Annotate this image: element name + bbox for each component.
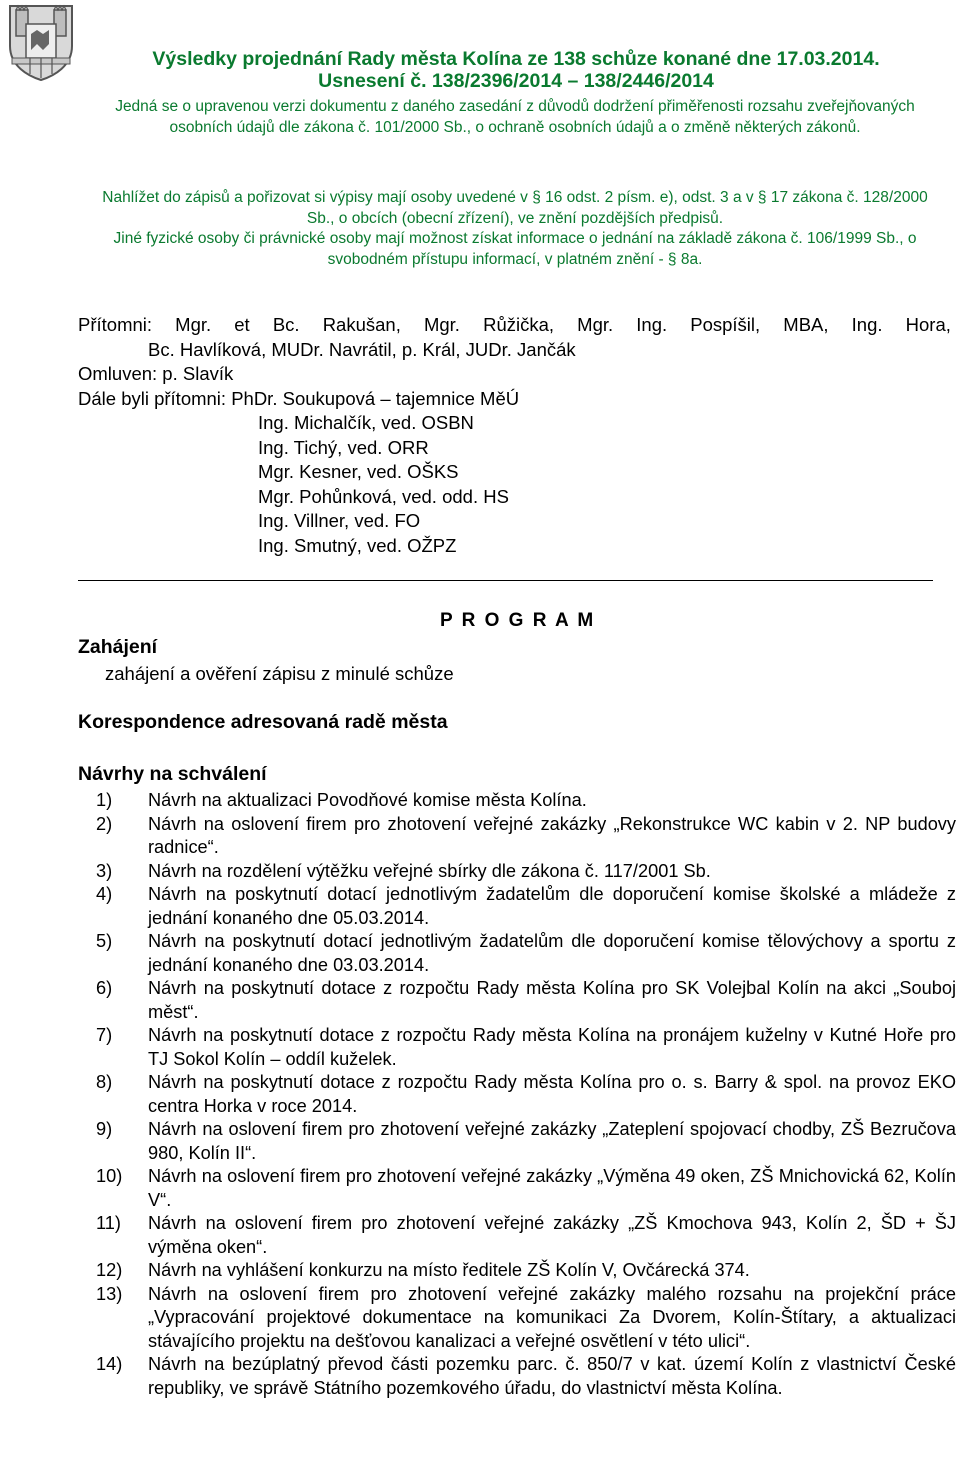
program-heading: P R O G R A M <box>440 610 596 631</box>
document-title <box>80 48 952 92</box>
privacy-note: Jedná se o upravenou verzi dokumentu z daného zasedání z důvodů dodržení přiměřenosti rozsahu zveřejňovaných osobních údajů dle zákona č. 101/2000 Sb., o ochraně osobních údajů a o změně některých zákonů. <box>115 98 915 136</box>
list-item <box>78 860 956 884</box>
list-item <box>78 883 956 930</box>
list-item <box>78 813 956 860</box>
city-crest-logo <box>4 2 78 82</box>
correspondence-title: Korespondence adresovaná radě města <box>78 711 448 733</box>
title-line-1: Výsledky projednání Rady města Kolína ze 138 schůze konané dne 17.03.2014. <box>152 48 880 70</box>
item-number: 11) <box>96 1213 121 1233</box>
separator-line <box>78 580 933 581</box>
item-number: 8) <box>96 1072 113 1092</box>
staff-line: Ing. Smutný, ved. OŽPZ <box>258 534 457 556</box>
present-word: Mgr. <box>175 314 212 335</box>
item-number: 13) <box>96 1283 123 1304</box>
present-line-2: Bc. Havlíková, MUDr. Navrátil, p. Král, JUDr. Jančák <box>148 338 576 360</box>
list-item <box>78 1118 956 1165</box>
present-line-1 <box>78 313 951 338</box>
list-item <box>78 1283 956 1354</box>
item-text: Návrh na oslovení firem pro zhotovení veřejné zakázky „Zateplení spojovací chodby, ZŠ Bezručova 980, Kolín II“. <box>148 1119 956 1163</box>
proposals-title: Návrhy na schválení <box>78 763 267 785</box>
present-word: Pospíšil, <box>690 314 761 335</box>
attendance-block <box>78 313 958 558</box>
staff-line: Ing. Villner, ved. FO <box>258 510 421 531</box>
item-text: Návrh na vyhlášení konkurzu na místo ředitele ZŠ Kolín V, Ovčárecká 374. <box>148 1260 750 1280</box>
item-number: 3) <box>96 860 113 881</box>
staff-line: Ing. Michalčík, ved. OSBN <box>258 412 474 433</box>
item-text: Návrh na poskytnutí dotací jednotlivým žadatelům dle doporučení komise tělovýchovy a sportu z jednání konaného dne 03.03.2014. <box>148 931 956 975</box>
list-item <box>78 1353 956 1400</box>
item-number: 12) <box>96 1260 123 1280</box>
access-note <box>90 188 940 270</box>
present-word: Přítomni: <box>78 314 153 335</box>
item-text: Návrh na oslovení firem pro zhotovení veřejné zakázky „Výměna 49 oken, ZŠ Mnichovická 62, Kolín V“. <box>148 1166 956 1210</box>
item-text: Návrh na poskytnutí dotace z rozpočtu Rady města Kolína na pronájem kuželny v Kutné Hoře pro TJ Sokol Kolín – oddíl kuželek. <box>148 1025 956 1069</box>
item-text: Návrh na poskytnutí dotací jednotlivým žadatelům dle doporučení komise školské a mládeže z jednání konaného dne 05.03.2014. <box>148 884 956 928</box>
present-word: Mgr. <box>577 314 614 335</box>
item-text: Návrh na aktualizaci Povodňové komise města Kolína. <box>148 790 587 810</box>
opening-title: Zahájení <box>78 636 158 658</box>
staff-line: Mgr. Pohůnková, ved. odd. HS <box>258 485 509 507</box>
access-note-information: Jiné fyzické osoby či právnické osoby mají možnost získat informace o jednání na základě zákona č. 106/1999 Sb., o svobodném přístupu informací, v platném znění - § 8a. <box>113 230 917 268</box>
item-number: 14) <box>96 1354 123 1374</box>
list-item <box>78 1024 956 1071</box>
item-text: Návrh na bezúplatný převod části pozemku parc. č. 850/7 v kat. území Kolín z vlastnictví České republiky, ve správě Státního pozemkového úřadu, do vlastnictví města Kolína. <box>148 1354 956 1398</box>
staff-line: Ing. Tichý, ved. ORR <box>258 436 429 458</box>
present-word: Růžička, <box>483 314 555 335</box>
access-note-records: Nahlížet do zápisů a pořizovat si výpisy mají osoby uvedené v § 16 odst. 2 písm. e), odst. 3 a v § 17 zákona č. 128/2000 Sb., o obcích (obecní zřízení), ve znění pozdějších předpisů. <box>102 189 928 227</box>
present-word: Bc. <box>272 314 300 335</box>
present-word: Hora, <box>905 314 951 335</box>
item-number: 2) <box>96 813 113 834</box>
staff-line: Mgr. Kesner, ved. OŠKS <box>258 461 459 482</box>
excused-line: Omluven: p. Slavík <box>78 363 234 384</box>
opening-text: zahájení a ověření zápisu z minulé schůze <box>105 663 454 684</box>
item-number: 6) <box>96 978 113 998</box>
present-word: et <box>234 314 250 335</box>
item-text: Návrh na poskytnutí dotace z rozpočtu Rady města Kolína pro SK Volejbal Kolín na akci „Souboj měst“. <box>148 978 956 1022</box>
item-number: 4) <box>96 884 113 904</box>
proposals-list <box>78 789 956 1400</box>
present-word: Mgr. <box>423 314 460 335</box>
title-line-2: Usnesení č. 138/2396/2014 – 138/2446/2014 <box>318 70 714 92</box>
list-item <box>78 1165 956 1212</box>
list-item <box>78 1071 956 1118</box>
present-word: Ing. <box>636 314 668 335</box>
item-number: 5) <box>96 931 113 951</box>
item-text: Návrh na poskytnutí dotace z rozpočtu Rady města Kolína pro o. s. Barry & spol. na provoz EKO centra Horka v roce 2014. <box>148 1072 956 1116</box>
present-word: Ing. <box>851 314 883 335</box>
item-text: Návrh na oslovení firem pro zhotovení veřejné zakázky „ZŠ Kmochova 943, Kolín 2, ŠD + ŠJ výměna oken“. <box>148 1213 956 1257</box>
list-item <box>78 789 956 813</box>
item-number: 7) <box>96 1025 113 1045</box>
list-item <box>78 1212 956 1259</box>
item-text: Návrh na oslovení firem pro zhotovení veřejné zakázky „Rekonstrukce WC kabin v 2. NP budovy radnice“. <box>148 813 956 857</box>
item-number: 10) <box>96 1166 123 1186</box>
list-item <box>78 930 956 977</box>
item-number: 9) <box>96 1119 113 1139</box>
present-word: Rakušan, <box>322 314 401 335</box>
list-item <box>78 1259 956 1283</box>
item-text: Návrh na oslovení firem pro zhotovení veřejné zakázky malého rozsahu na projekční práce „Vypracování projektové dokumentace na komunikaci Za Dvorem, Kolín-Štítary, a aktualizaci stávajícího projektu na dešťovou kanalizaci a veřejné osvětlení v této ulici“. <box>148 1283 956 1351</box>
present-word: MBA, <box>783 314 829 335</box>
list-item <box>78 977 956 1024</box>
item-text: Návrh na rozdělení výtěžku veřejné sbírky dle zákona č. 117/2001 Sb. <box>148 860 711 881</box>
also-present-line: Dále byli přítomni: PhDr. Soukupová – tajemnice MěÚ <box>78 387 520 409</box>
item-number: 1) <box>96 790 113 810</box>
